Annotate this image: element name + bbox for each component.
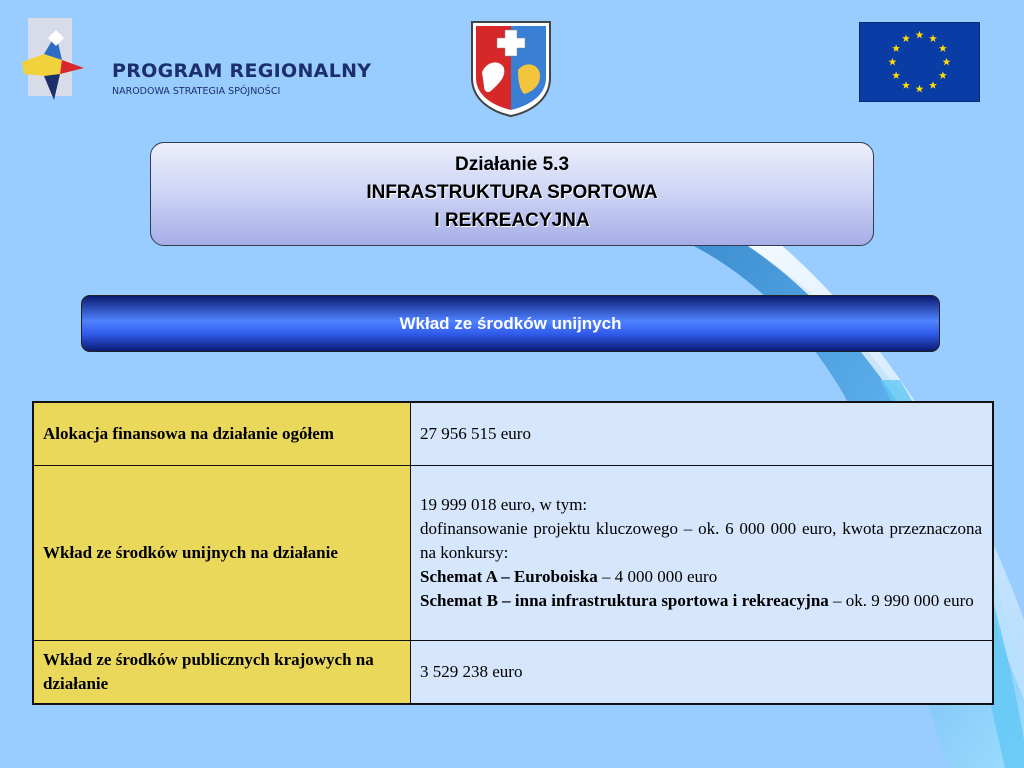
eu-star-icon [943,58,951,66]
eu-star-icon [916,85,924,93]
national-contribution-value: 3 529 238 euro [411,641,994,705]
action-title-line2: I REKREACYJNA [434,210,590,231]
eu-star-icon [939,71,947,79]
scheme-b-name: Schemat B – inna infrastruktura sportowa i rekreacyjna [420,591,829,610]
eu-star-icon [902,81,910,89]
eu-star-icon [889,58,897,66]
eu-contribution-value [411,466,994,641]
program-regionalny-logo [18,16,372,104]
scheme-a-amount: – 4 000 000 euro [597,567,718,586]
title-box [150,142,874,246]
action-number: Działanie 5.3 [454,154,570,175]
eu-star-icon [939,44,947,52]
total-allocation-label: Alokacja finansowa na działanie ogółem [33,402,411,466]
table-row [33,466,993,641]
program-subtitle: NARODOWA STRATEGIA SPÓJNOŚCI [112,86,281,97]
national-contribution-label: Wkład ze środków publicznych krajowych na działanie [33,641,411,705]
key-project-funding: dofinansowanie projektu kluczowego – ok. 6 000 000 euro, kwota przeznaczona na konkursy: [420,519,982,562]
program-title: PROGRAM REGIONALNY [112,60,372,82]
eu-contribution-label: Wkład ze środków unijnych na działanie [33,466,411,641]
scheme-a-name: Schemat A – Euroboiska [420,567,598,586]
eu-star-icon [902,34,910,42]
podkarpackie-coat-of-arms-icon [470,20,552,118]
eu-star-icon [892,71,900,79]
eu-star-icon [929,81,937,89]
eu-star-icon [916,31,924,39]
section-banner: Wkład ze środków unijnych [81,295,940,352]
action-title-line1: INFRASTRUKTURA SPORTOWA [366,182,658,203]
allocation-table [32,401,994,705]
eu-flag-icon [859,22,980,102]
scheme-b-amount: – ok. 9 990 000 euro [828,591,974,610]
eu-star-icon [929,34,937,42]
scheme-a [420,565,982,589]
total-allocation-value: 27 956 515 euro [411,402,994,466]
eu-contribution-total: 19 999 018 euro, w tym: [420,495,588,514]
eu-star-icon [892,44,900,52]
program-regionalny-star-logo-icon [18,16,90,104]
table-row [33,641,993,705]
scheme-b [420,589,982,613]
table-row [33,402,993,466]
